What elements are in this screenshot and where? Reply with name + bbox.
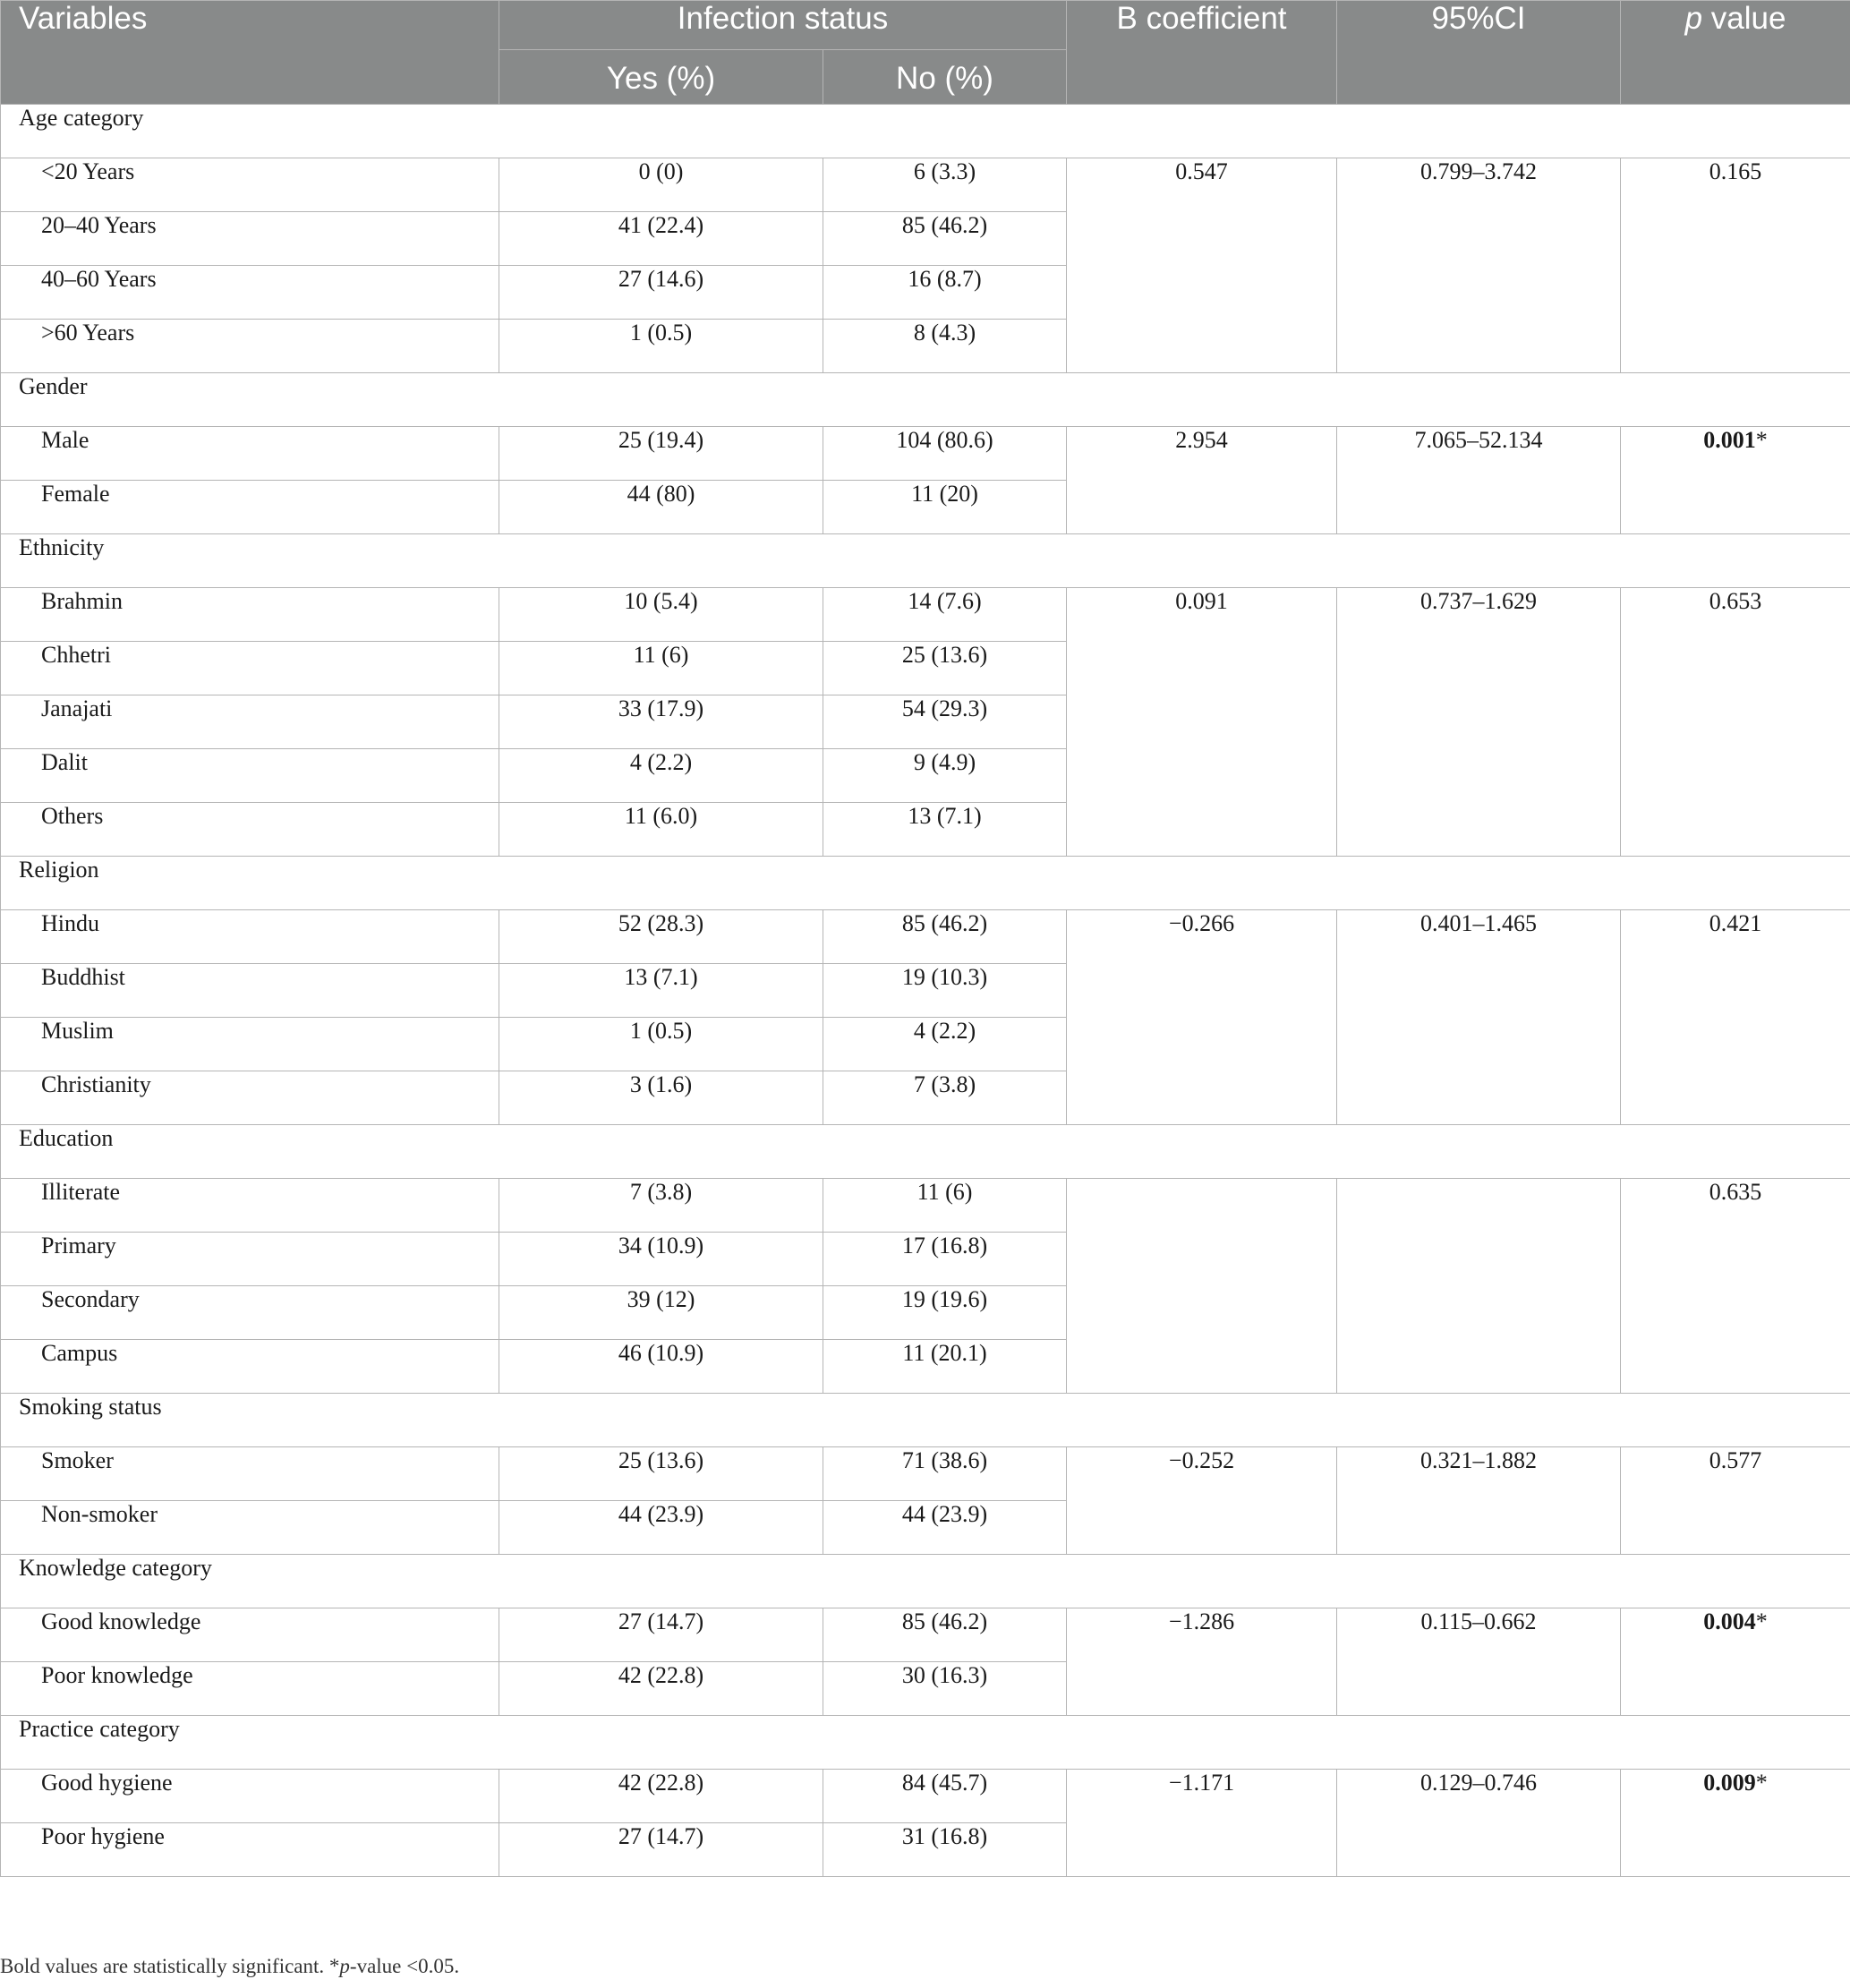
header-variables: Variables	[1, 1, 499, 105]
no-count-cell: 85 (46.2)	[823, 1608, 1067, 1662]
ci-cell	[1337, 1179, 1621, 1394]
header-95ci: 95%CI	[1337, 1, 1621, 105]
row-label: >60 Years	[1, 320, 499, 373]
b-coefficient-cell: 0.091	[1067, 588, 1337, 857]
row-label: Illiterate	[1, 1179, 499, 1233]
header-p-suffix: value	[1702, 1, 1786, 36]
p-value-cell	[1621, 158, 1850, 373]
category-row	[1, 534, 1850, 588]
category-label: Smoking status	[1, 1394, 1850, 1447]
table-footnote	[0, 1955, 459, 1978]
yes-count-cell: 27 (14.6)	[499, 266, 823, 320]
yes-count-cell: 3 (1.6)	[499, 1071, 823, 1125]
row-label: Female	[1, 481, 499, 534]
no-count-cell: 11 (20.1)	[823, 1340, 1067, 1394]
row-label: Male	[1, 427, 499, 481]
no-count-cell: 14 (7.6)	[823, 588, 1067, 642]
no-count-cell: 19 (10.3)	[823, 964, 1067, 1018]
p-value-cell	[1621, 1770, 1850, 1877]
row-label: Secondary	[1, 1286, 499, 1340]
header-infection-status: Infection status	[499, 1, 1067, 50]
row-label: Others	[1, 803, 499, 857]
no-count-cell: 11 (20)	[823, 481, 1067, 534]
b-coefficient-cell: −0.252	[1067, 1447, 1337, 1555]
no-count-cell: 44 (23.9)	[823, 1501, 1067, 1555]
ci-cell: 7.065–52.134	[1337, 427, 1621, 534]
yes-count-cell: 44 (80)	[499, 481, 823, 534]
row-label: Dalit	[1, 749, 499, 803]
header-yes: Yes (%)	[499, 50, 823, 105]
p-value-cell	[1621, 1447, 1850, 1555]
p-value-cell	[1621, 1608, 1850, 1716]
category-label: Religion	[1, 857, 1850, 910]
ci-cell: 0.129–0.746	[1337, 1770, 1621, 1877]
table-row	[1, 158, 1850, 212]
no-count-cell: 84 (45.7)	[823, 1770, 1067, 1823]
footnote-text-1: Bold values are statistically significant. *	[0, 1955, 340, 1977]
table-row	[1, 1770, 1850, 1823]
no-count-cell: 11 (6)	[823, 1179, 1067, 1233]
category-label: Age category	[1, 105, 1850, 158]
row-label: Smoker	[1, 1447, 499, 1501]
header-p-letter: p	[1684, 1, 1703, 36]
significance-marker: *	[1755, 1770, 1768, 1796]
p-value-cell	[1621, 588, 1850, 857]
ci-cell: 0.321–1.882	[1337, 1447, 1621, 1555]
no-count-cell: 8 (4.3)	[823, 320, 1067, 373]
yes-count-cell: 42 (22.8)	[499, 1662, 823, 1716]
category-row	[1, 1394, 1850, 1447]
no-count-cell: 30 (16.3)	[823, 1662, 1067, 1716]
p-value: 0.004	[1703, 1608, 1756, 1634]
significance-marker: *	[1755, 427, 1768, 453]
b-coefficient-cell: −1.286	[1067, 1608, 1337, 1716]
table-row	[1, 588, 1850, 642]
table-body	[1, 105, 1850, 1877]
p-value-cell	[1621, 427, 1850, 534]
category-row	[1, 105, 1850, 158]
yes-count-cell: 1 (0.5)	[499, 1018, 823, 1071]
yes-count-cell: 4 (2.2)	[499, 749, 823, 803]
yes-count-cell: 0 (0)	[499, 158, 823, 212]
row-label: Janajati	[1, 695, 499, 749]
no-count-cell: 17 (16.8)	[823, 1233, 1067, 1286]
row-label: Good hygiene	[1, 1770, 499, 1823]
p-value: 0.165	[1709, 158, 1762, 184]
yes-count-cell: 10 (5.4)	[499, 588, 823, 642]
category-row	[1, 1555, 1850, 1608]
ci-cell: 0.799–3.742	[1337, 158, 1621, 373]
ci-cell: 0.737–1.629	[1337, 588, 1621, 857]
yes-count-cell: 11 (6.0)	[499, 803, 823, 857]
yes-count-cell: 27 (14.7)	[499, 1823, 823, 1877]
no-count-cell: 13 (7.1)	[823, 803, 1067, 857]
yes-count-cell: 42 (22.8)	[499, 1770, 823, 1823]
yes-count-cell: 44 (23.9)	[499, 1501, 823, 1555]
row-label: Brahmin	[1, 588, 499, 642]
yes-count-cell: 52 (28.3)	[499, 910, 823, 964]
table-row	[1, 427, 1850, 481]
b-coefficient-cell: 2.954	[1067, 427, 1337, 534]
p-value-cell	[1621, 1179, 1850, 1394]
header-no: No (%)	[823, 50, 1067, 105]
b-coefficient-cell: −0.266	[1067, 910, 1337, 1125]
yes-count-cell: 11 (6)	[499, 642, 823, 695]
p-value-cell	[1621, 910, 1850, 1125]
yes-count-cell: 46 (10.9)	[499, 1340, 823, 1394]
row-label: 20–40 Years	[1, 212, 499, 266]
table-row	[1, 1447, 1850, 1501]
no-count-cell: 85 (46.2)	[823, 910, 1067, 964]
table-row	[1, 1179, 1850, 1233]
p-value: 0.653	[1709, 588, 1762, 614]
row-label: Hindu	[1, 910, 499, 964]
row-label: Buddhist	[1, 964, 499, 1018]
header-b-coefficient: B coefficient	[1067, 1, 1337, 105]
row-label: Poor hygiene	[1, 1823, 499, 1877]
b-coefficient-cell: −1.171	[1067, 1770, 1337, 1877]
category-row	[1, 1125, 1850, 1179]
category-label: Practice category	[1, 1716, 1850, 1770]
no-count-cell: 16 (8.7)	[823, 266, 1067, 320]
no-count-cell: 19 (19.6)	[823, 1286, 1067, 1340]
yes-count-cell: 34 (10.9)	[499, 1233, 823, 1286]
no-count-cell: 104 (80.6)	[823, 427, 1067, 481]
category-label: Education	[1, 1125, 1850, 1179]
yes-count-cell: 27 (14.7)	[499, 1608, 823, 1662]
yes-count-cell: 1 (0.5)	[499, 320, 823, 373]
row-label: <20 Years	[1, 158, 499, 212]
p-value: 0.009	[1703, 1770, 1756, 1796]
b-coefficient-cell: 0.547	[1067, 158, 1337, 373]
no-count-cell: 7 (3.8)	[823, 1071, 1067, 1125]
no-count-cell: 54 (29.3)	[823, 695, 1067, 749]
header-p-value	[1621, 1, 1850, 105]
row-label: Chhetri	[1, 642, 499, 695]
category-row	[1, 1716, 1850, 1770]
row-label: Primary	[1, 1233, 499, 1286]
yes-count-cell: 25 (13.6)	[499, 1447, 823, 1501]
row-label: Good knowledge	[1, 1608, 499, 1662]
no-count-cell: 4 (2.2)	[823, 1018, 1067, 1071]
row-label: Muslim	[1, 1018, 499, 1071]
p-value: 0.421	[1709, 910, 1762, 936]
footnote-text-2: -value <0.05.	[349, 1955, 460, 1977]
row-label: Non-smoker	[1, 1501, 499, 1555]
row-label: 40–60 Years	[1, 266, 499, 320]
row-label: Campus	[1, 1340, 499, 1394]
p-value: 0.577	[1709, 1447, 1762, 1473]
b-coefficient-cell	[1067, 1179, 1337, 1394]
category-row	[1, 857, 1850, 910]
row-label: Poor knowledge	[1, 1662, 499, 1716]
ci-cell: 0.115–0.662	[1337, 1608, 1621, 1716]
no-count-cell: 31 (16.8)	[823, 1823, 1067, 1877]
no-count-cell: 6 (3.3)	[823, 158, 1067, 212]
no-count-cell: 9 (4.9)	[823, 749, 1067, 803]
yes-count-cell: 33 (17.9)	[499, 695, 823, 749]
category-label: Knowledge category	[1, 1555, 1850, 1608]
table-row	[1, 910, 1850, 964]
ci-cell: 0.401–1.465	[1337, 910, 1621, 1125]
footnote-p-letter: p	[339, 1955, 350, 1977]
no-count-cell: 71 (38.6)	[823, 1447, 1067, 1501]
table-row	[1, 1608, 1850, 1662]
category-label: Gender	[1, 373, 1850, 427]
yes-count-cell: 41 (22.4)	[499, 212, 823, 266]
no-count-cell: 25 (13.6)	[823, 642, 1067, 695]
yes-count-cell: 39 (12)	[499, 1286, 823, 1340]
category-label: Ethnicity	[1, 534, 1850, 588]
p-value: 0.001	[1703, 427, 1756, 453]
yes-count-cell: 25 (19.4)	[499, 427, 823, 481]
yes-count-cell: 7 (3.8)	[499, 1179, 823, 1233]
significance-marker: *	[1755, 1608, 1768, 1634]
category-row	[1, 373, 1850, 427]
table-header	[1, 1, 1850, 105]
yes-count-cell: 13 (7.1)	[499, 964, 823, 1018]
row-label: Christianity	[1, 1071, 499, 1125]
no-count-cell: 85 (46.2)	[823, 212, 1067, 266]
p-value: 0.635	[1709, 1179, 1762, 1205]
